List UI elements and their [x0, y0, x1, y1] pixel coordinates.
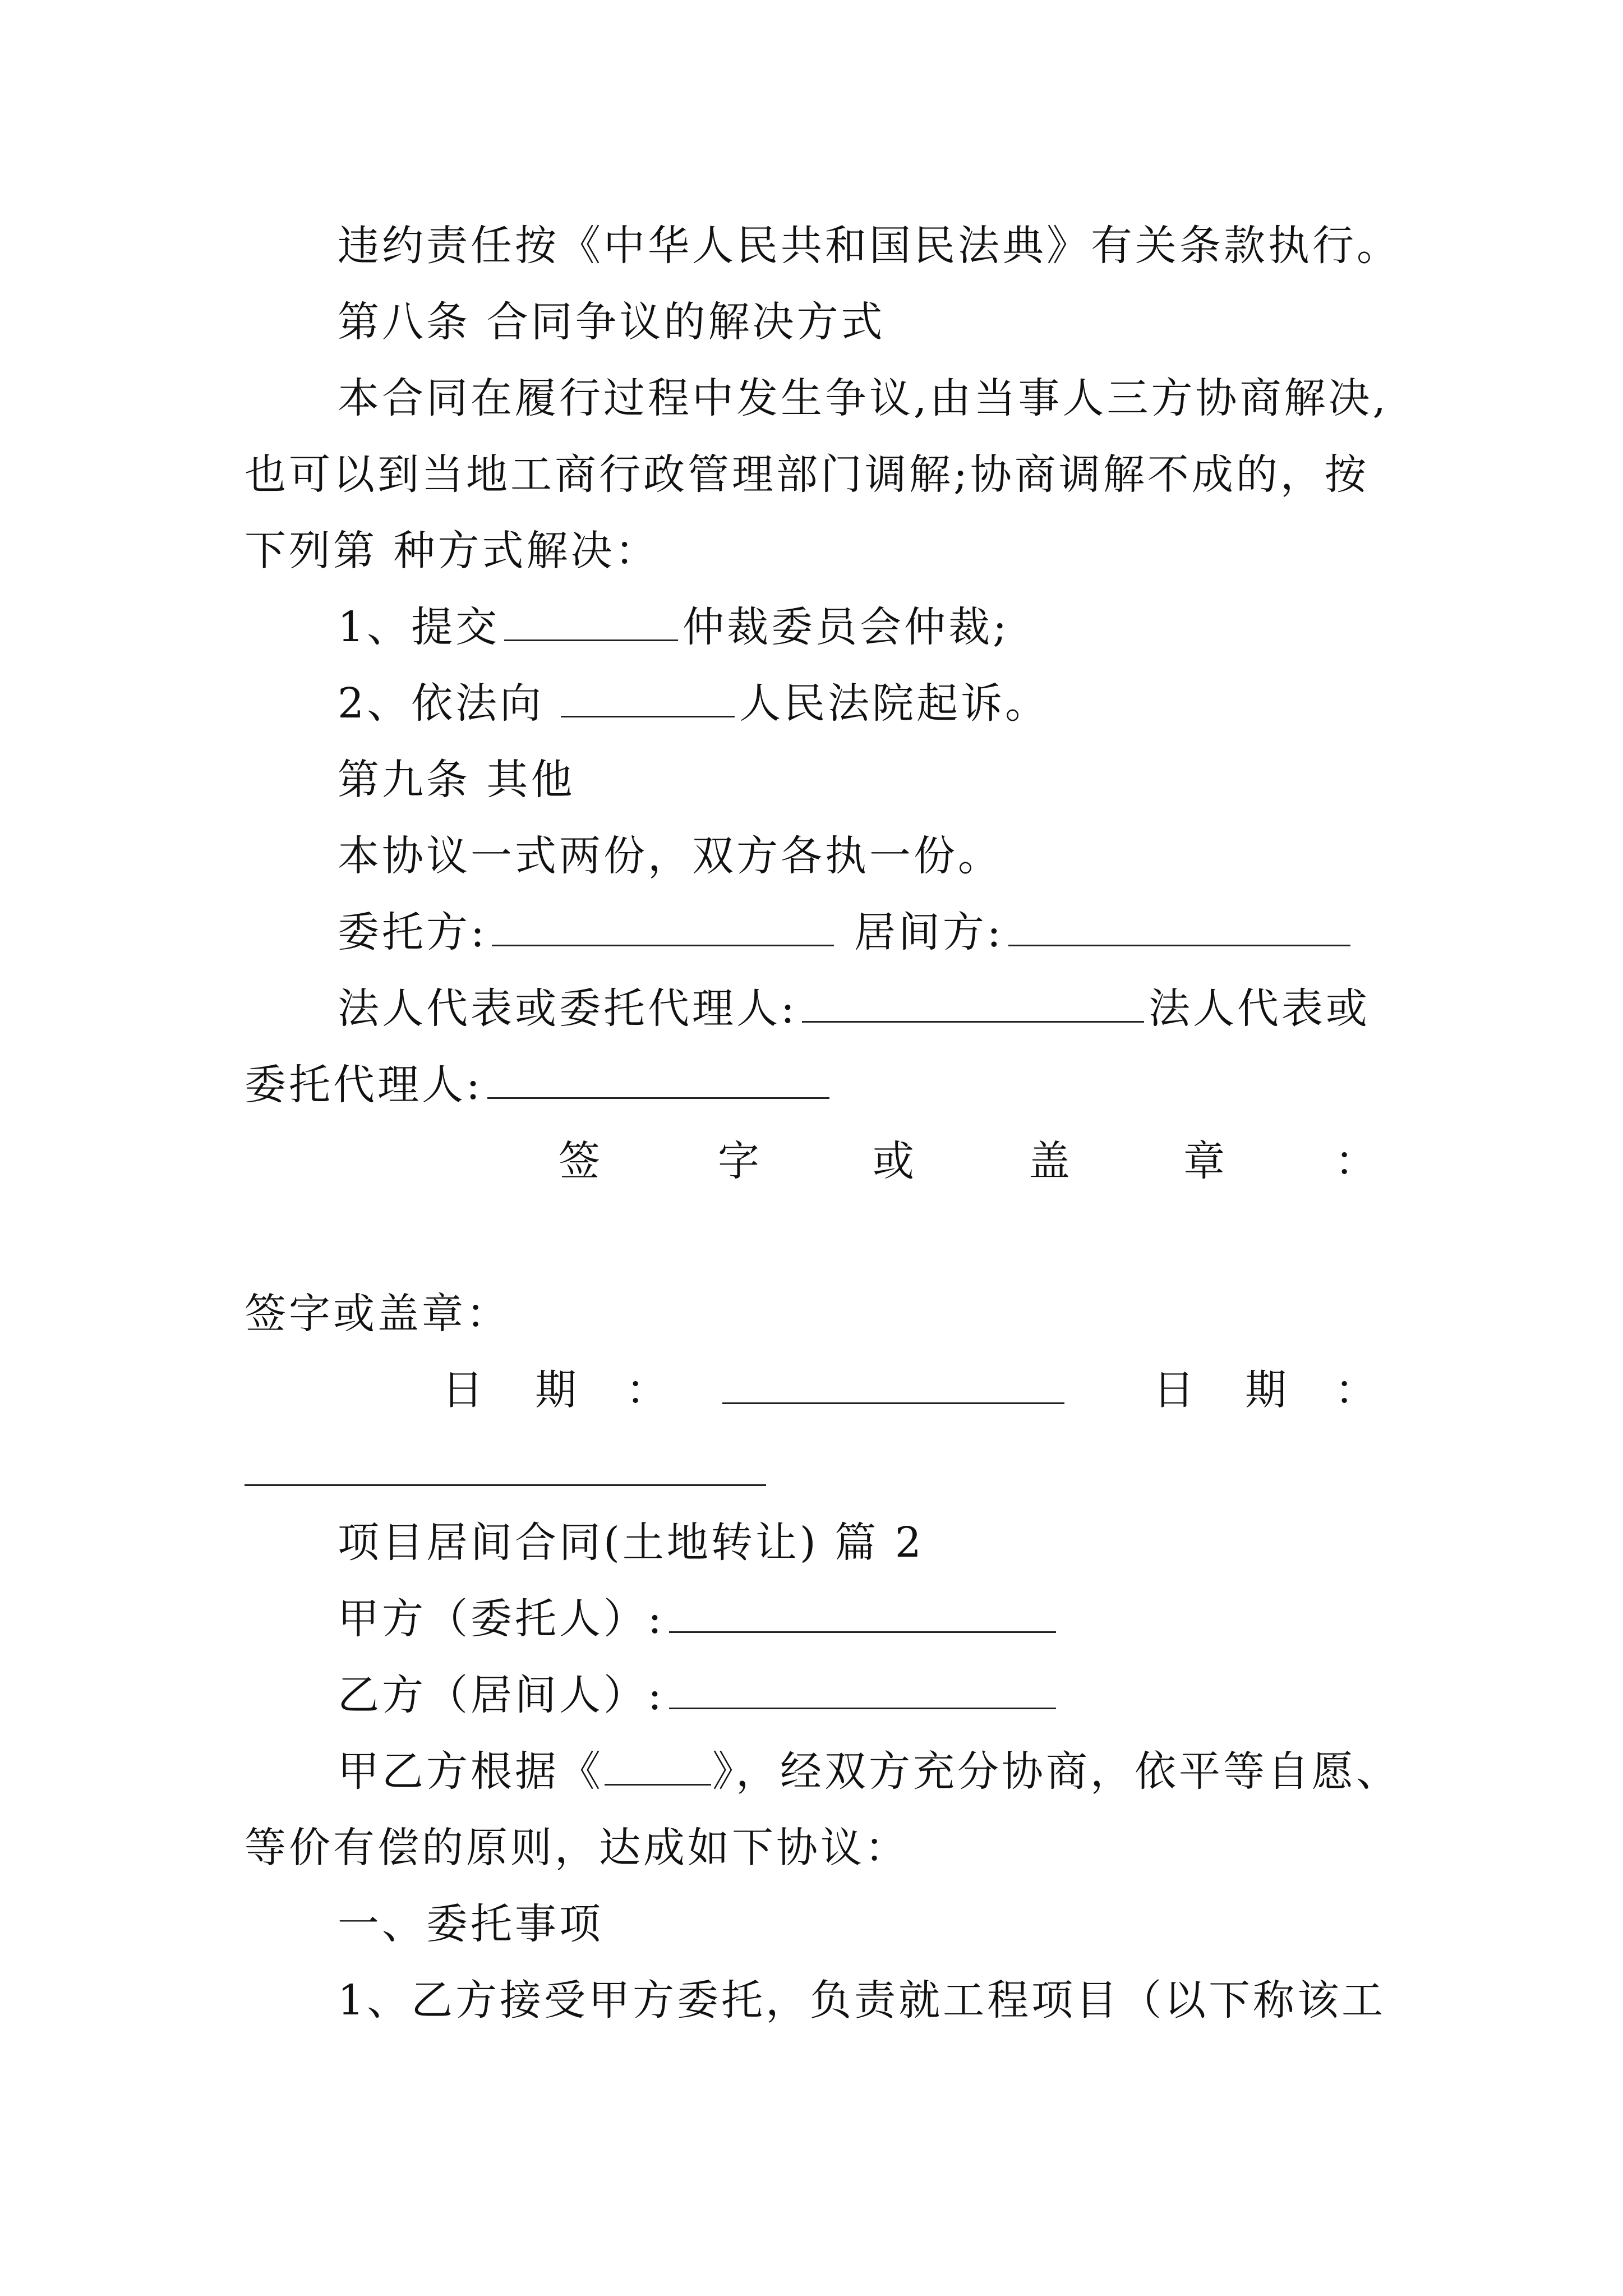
- paragraph-liability: 违约责任按《中华人民共和国民法典》有关条款执行。: [338, 222, 1401, 270]
- sign-or-seal-2: 签字或盖章：: [245, 1290, 510, 1338]
- arbitration-blank: [504, 607, 678, 641]
- sign-or-seal-spread-4: 盖: [1029, 1137, 1073, 1185]
- date-label-2-char2: 期: [1245, 1366, 1289, 1414]
- sign-or-seal-spread-5: 章: [1183, 1137, 1228, 1185]
- date-blank-2: [245, 1484, 766, 1486]
- signature-parties-row: 委托方: 居间方:: [338, 904, 1355, 960]
- party-a-blank: [669, 1599, 1056, 1633]
- paragraph-dispute-line2: 也可以到当地工商行政管理部门调解;协商调解不成的，按: [245, 450, 1369, 499]
- date-blank-1-wrap: [718, 1362, 1069, 1418]
- date-label-1-colon: ：: [626, 1366, 670, 1414]
- paragraph-item-1: 1、乙方接受甲方委托，负责就工程项目（以下称该工: [338, 1976, 1386, 2024]
- heading-article-8: 第八条 合同争议的解决方式: [338, 298, 886, 346]
- paragraph-dispute-line3: 下列第 种方式解决：: [245, 527, 660, 575]
- paragraph-basis-line2: 等价有偿的原则，达成如下协议：: [245, 1824, 909, 1872]
- date-label-1-char1: 日: [442, 1366, 486, 1414]
- party-b-blank: [669, 1675, 1056, 1709]
- sign-or-seal-spread-1: 签: [559, 1137, 603, 1185]
- date-label-2-colon: ：: [1335, 1366, 1379, 1414]
- date-blank-1: [722, 1370, 1064, 1404]
- legal-rep-blank-1: [802, 988, 1144, 1023]
- paragraph-basis-line1: 甲乙方根据《 》，经双方充分协商，依平等自愿、: [338, 1747, 1400, 1796]
- legal-rep-row: 法人代表或委托代理人: 法人代表或: [338, 984, 1370, 1033]
- client-signature-blank: [492, 912, 834, 946]
- party-a-row: 甲方（委托人）:: [338, 1591, 1061, 1647]
- intermediary-signature-blank: [1008, 912, 1350, 946]
- heading-article-9: 第九条 其他: [338, 756, 575, 804]
- section-heading-entrusted-matters: 一、委托事项: [338, 1900, 603, 1948]
- paragraph-dispute-line1: 本合同在履行过程中发生争议,由当事人三方协商解决,: [338, 374, 1389, 422]
- sign-or-seal-spread-2: 字: [718, 1137, 762, 1185]
- court-blank: [561, 683, 735, 717]
- party-b-row: 乙方（居间人）:: [338, 1667, 1061, 1723]
- paragraph-copies: 本协议一式两份，双方各执一份。: [338, 832, 1002, 880]
- legal-rep-row-cont: 委托代理人:: [245, 1057, 834, 1113]
- sign-or-seal-spread-6: ：: [1335, 1137, 1379, 1185]
- law-name-blank: [605, 1751, 711, 1786]
- option-court: 2、依法向 人民法院起诉。: [338, 679, 1050, 728]
- date-label-1-char2: 期: [535, 1366, 579, 1414]
- legal-rep-blank-2: [487, 1065, 829, 1099]
- sign-or-seal-spread-3: 或: [873, 1137, 917, 1185]
- contract-2-title: 项目居间合同(土地转让) 篇 2: [338, 1519, 924, 1567]
- date-label-2-char1: 日: [1153, 1366, 1197, 1414]
- option-arbitration: 1、提交 仲裁委员会仲裁;: [338, 603, 1010, 651]
